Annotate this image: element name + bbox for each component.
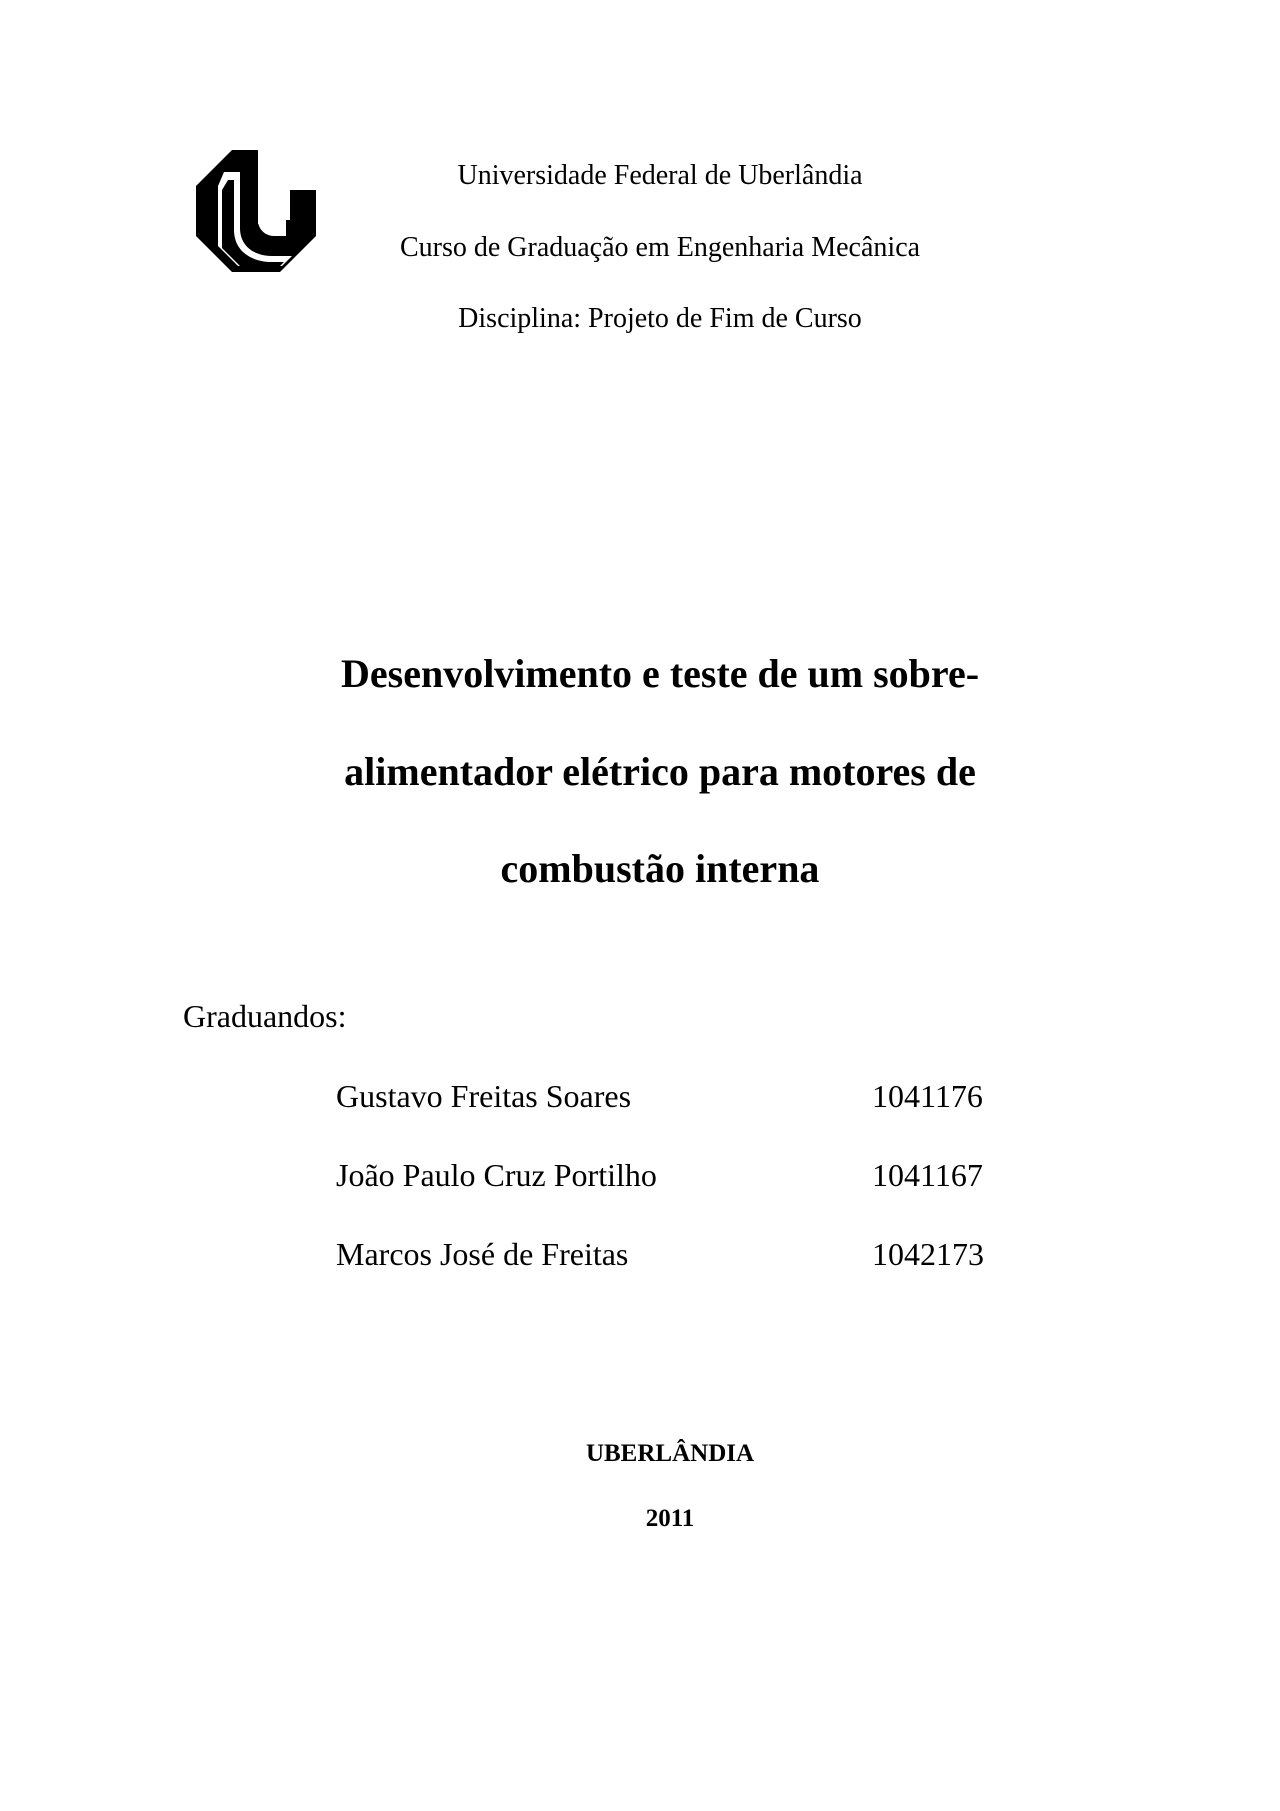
document-title-line-2: alimentador elétrico para motores de — [344, 749, 976, 794]
student-id: 1041176 — [872, 1078, 983, 1114]
student-id: 1042173 — [872, 1236, 984, 1272]
student-name: João Paulo Cruz Portilho — [336, 1157, 657, 1193]
document-title-line-1: Desenvolvimento e teste de um sobre- — [340, 651, 980, 696]
discipline-name: Disciplina: Projeto de Fim de Curso — [458, 303, 862, 334]
student-name: Gustavo Freitas Soares — [336, 1078, 632, 1114]
student-row — [336, 1234, 1016, 1274]
students-label: Graduandos: — [183, 998, 347, 1034]
student-row — [336, 1155, 1016, 1195]
student-name: Marcos José de Freitas — [336, 1236, 629, 1272]
ufu-logo-icon — [196, 150, 316, 272]
student-row — [336, 1076, 1016, 1116]
document-title-line-3: combustão interna — [500, 846, 820, 891]
city: UBERLÂNDIA — [585, 1440, 755, 1467]
university-name: Universidade Federal de Uberlândia — [457, 160, 863, 191]
year: 2011 — [645, 1505, 695, 1532]
student-id: 1041167 — [872, 1157, 983, 1193]
course-name: Curso de Graduação em Engenharia Mecânica — [399, 232, 921, 263]
